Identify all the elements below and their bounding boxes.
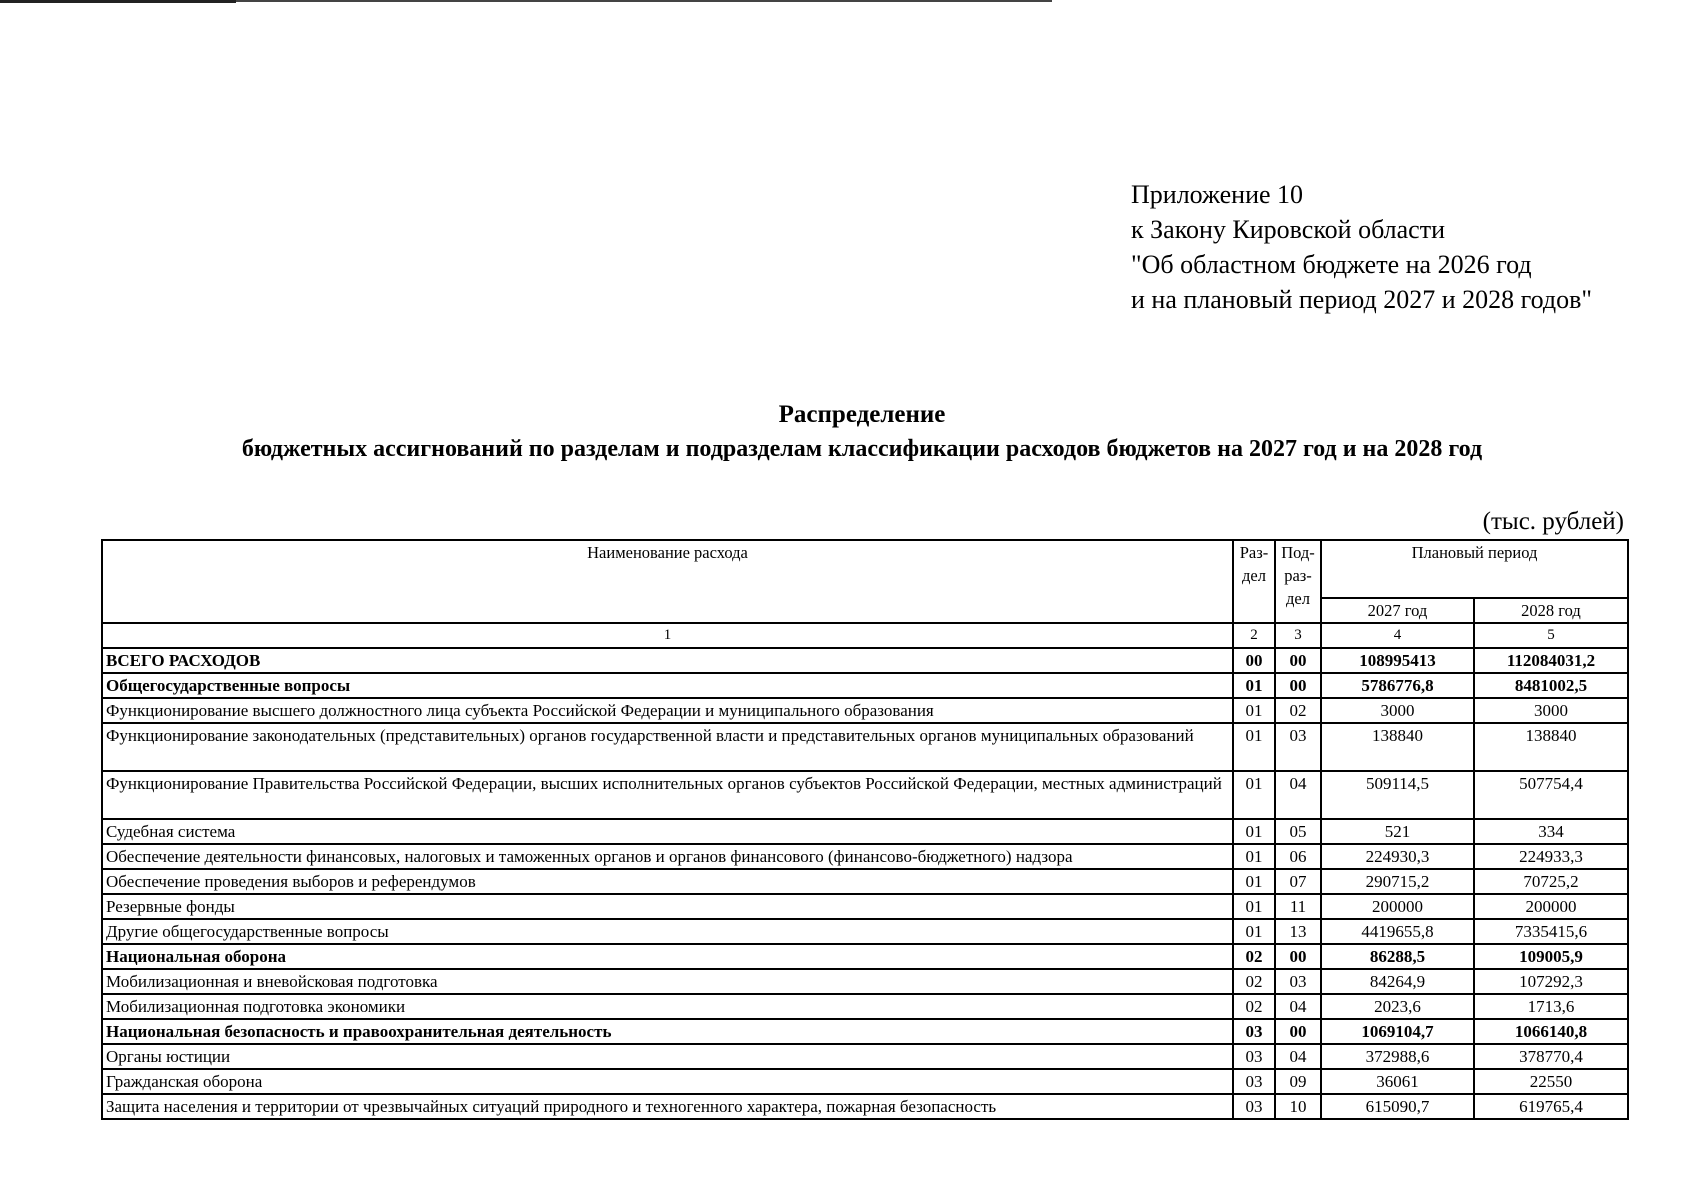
table-row bbox=[102, 894, 1628, 919]
row-amount-2027: 4419655,8 bbox=[1321, 919, 1474, 944]
row-section-code: 01 bbox=[1233, 673, 1275, 698]
row-amount-2028: 70725,2 bbox=[1474, 869, 1628, 894]
row-amount-2028: 224933,3 bbox=[1474, 844, 1628, 869]
row-subsection-code: 00 bbox=[1275, 1019, 1321, 1044]
row-subsection-code: 00 bbox=[1275, 648, 1321, 673]
row-amount-2028: 109005,9 bbox=[1474, 944, 1628, 969]
row-amount-2027: 290715,2 bbox=[1321, 869, 1474, 894]
row-name: Функционирование законодательных (представительных) органов государственной власти и представительных органов муниципальных образований bbox=[102, 723, 1233, 771]
row-amount-2028: 22550 bbox=[1474, 1069, 1628, 1094]
table-row bbox=[102, 944, 1628, 969]
table-row bbox=[102, 1044, 1628, 1069]
row-amount-2027: 2023,6 bbox=[1321, 994, 1474, 1019]
row-amount-2028: 7335415,6 bbox=[1474, 919, 1628, 944]
row-name: Национальная оборона bbox=[102, 944, 1233, 969]
row-amount-2027: 372988,6 bbox=[1321, 1044, 1474, 1069]
row-subsection-code: 10 bbox=[1275, 1094, 1321, 1119]
row-amount-2027: 1069104,7 bbox=[1321, 1019, 1474, 1044]
row-name: Судебная система bbox=[102, 819, 1233, 844]
row-subsection-code: 03 bbox=[1275, 969, 1321, 994]
row-name: Защита населения и территории от чрезвычайных ситуаций природного и техногенного характера, пожарная безопасность bbox=[102, 1094, 1233, 1119]
row-section-code: 01 bbox=[1233, 723, 1275, 771]
table-row bbox=[102, 648, 1628, 673]
row-section-code: 03 bbox=[1233, 1094, 1275, 1119]
row-subsection-code: 00 bbox=[1275, 673, 1321, 698]
row-amount-2028: 619765,4 bbox=[1474, 1094, 1628, 1119]
row-amount-2028: 378770,4 bbox=[1474, 1044, 1628, 1069]
row-subsection-code: 04 bbox=[1275, 994, 1321, 1019]
row-amount-2027: 509114,5 bbox=[1321, 771, 1474, 819]
row-name: ВСЕГО РАСХОДОВ bbox=[102, 648, 1233, 673]
column-index: 1 bbox=[102, 623, 1233, 648]
row-name: Обеспечение проведения выборов и референдумов bbox=[102, 869, 1233, 894]
column-index-row bbox=[102, 623, 1628, 648]
row-subsection-code: 07 bbox=[1275, 869, 1321, 894]
row-amount-2028: 1066140,8 bbox=[1474, 1019, 1628, 1044]
row-subsection-code: 06 bbox=[1275, 844, 1321, 869]
row-amount-2028: 200000 bbox=[1474, 894, 1628, 919]
header-section: Раз- дел bbox=[1233, 540, 1275, 623]
scan-edge-mark bbox=[0, 0, 236, 3]
table-row bbox=[102, 771, 1628, 819]
row-amount-2028: 112084031,2 bbox=[1474, 648, 1628, 673]
row-amount-2027: 138840 bbox=[1321, 723, 1474, 771]
row-name: Обеспечение деятельности финансовых, налоговых и таможенных органов и органов финансового (финансово-бюджетного) надзора bbox=[102, 844, 1233, 869]
row-section-code: 01 bbox=[1233, 894, 1275, 919]
row-amount-2027: 615090,7 bbox=[1321, 1094, 1474, 1119]
table-row bbox=[102, 994, 1628, 1019]
annex-line-4: и на плановый период 2027 и 2028 годов" bbox=[1131, 285, 1593, 314]
table-row bbox=[102, 1019, 1628, 1044]
row-section-code: 01 bbox=[1233, 771, 1275, 819]
row-name: Мобилизационная подготовка экономики bbox=[102, 994, 1233, 1019]
row-subsection-code: 04 bbox=[1275, 1044, 1321, 1069]
row-amount-2028: 334 bbox=[1474, 819, 1628, 844]
row-section-code: 03 bbox=[1233, 1069, 1275, 1094]
row-amount-2028: 1713,6 bbox=[1474, 994, 1628, 1019]
document-title: Распределение bbox=[778, 401, 946, 428]
row-section-code: 01 bbox=[1233, 919, 1275, 944]
table-row bbox=[102, 844, 1628, 869]
row-amount-2027: 5786776,8 bbox=[1321, 673, 1474, 698]
row-section-code: 02 bbox=[1233, 944, 1275, 969]
row-amount-2028: 138840 bbox=[1474, 723, 1628, 771]
annex-block bbox=[1131, 177, 1592, 317]
row-amount-2027: 521 bbox=[1321, 819, 1474, 844]
table-row bbox=[102, 698, 1628, 723]
row-amount-2027: 84264,9 bbox=[1321, 969, 1474, 994]
row-amount-2027: 86288,5 bbox=[1321, 944, 1474, 969]
row-subsection-code: 03 bbox=[1275, 723, 1321, 771]
annex-line-2: к Закону Кировской области bbox=[1131, 215, 1445, 244]
header-planned-period: Плановый период bbox=[1321, 540, 1628, 598]
row-name: Функционирование Правительства Российской Федерации, высших исполнительных органов субъектов Российской Федерации, местных администраций bbox=[102, 771, 1233, 819]
row-subsection-code: 05 bbox=[1275, 819, 1321, 844]
document-subtitle: бюджетных ассигнований по разделам и подразделам классификации расходов бюджетов на 2027 год и на 2028 год bbox=[241, 436, 1483, 462]
column-index: 2 bbox=[1233, 623, 1275, 648]
row-section-code: 03 bbox=[1233, 1019, 1275, 1044]
row-amount-2028: 107292,3 bbox=[1474, 969, 1628, 994]
row-name: Другие общегосударственные вопросы bbox=[102, 919, 1233, 944]
column-index: 4 bbox=[1321, 623, 1474, 648]
units-label: (тыс. рублей) bbox=[1482, 508, 1624, 535]
row-subsection-code: 04 bbox=[1275, 771, 1321, 819]
row-section-code: 03 bbox=[1233, 1044, 1275, 1069]
row-amount-2027: 108995413 bbox=[1321, 648, 1474, 673]
column-index: 3 bbox=[1275, 623, 1321, 648]
row-name: Гражданская оборона bbox=[102, 1069, 1233, 1094]
row-name: Национальная безопасность и правоохранительная деятельность bbox=[102, 1019, 1233, 1044]
row-section-code: 01 bbox=[1233, 844, 1275, 869]
row-amount-2027: 224930,3 bbox=[1321, 844, 1474, 869]
row-section-code: 00 bbox=[1233, 648, 1275, 673]
row-section-code: 02 bbox=[1233, 969, 1275, 994]
header-year-2027: 2027 год bbox=[1321, 598, 1474, 623]
table-row bbox=[102, 919, 1628, 944]
table-row bbox=[102, 819, 1628, 844]
row-amount-2027: 36061 bbox=[1321, 1069, 1474, 1094]
row-section-code: 01 bbox=[1233, 698, 1275, 723]
table-row bbox=[102, 1094, 1628, 1119]
annex-line-1: Приложение 10 bbox=[1131, 180, 1304, 209]
table-row bbox=[102, 869, 1628, 894]
table-row bbox=[102, 1069, 1628, 1094]
row-name: Общегосударственные вопросы bbox=[102, 673, 1233, 698]
row-amount-2028: 3000 bbox=[1474, 698, 1628, 723]
table-row bbox=[102, 673, 1628, 698]
budget-table bbox=[101, 539, 1629, 1120]
row-section-code: 01 bbox=[1233, 819, 1275, 844]
column-index: 5 bbox=[1474, 623, 1628, 648]
header-name: Наименование расхода bbox=[102, 540, 1233, 623]
row-amount-2028: 8481002,5 bbox=[1474, 673, 1628, 698]
table-row bbox=[102, 969, 1628, 994]
row-section-code: 02 bbox=[1233, 994, 1275, 1019]
annex-line-3: "Об областном бюджете на 2026 год bbox=[1131, 250, 1532, 279]
budget-rows bbox=[102, 648, 1628, 1119]
row-subsection-code: 13 bbox=[1275, 919, 1321, 944]
header-year-2028: 2028 год bbox=[1474, 598, 1628, 623]
row-name: Функционирование высшего должностного лица субъекта Российской Федерации и муниципального образования bbox=[102, 698, 1233, 723]
row-name: Мобилизационная и вневойсковая подготовка bbox=[102, 969, 1233, 994]
row-amount-2027: 3000 bbox=[1321, 698, 1474, 723]
row-subsection-code: 09 bbox=[1275, 1069, 1321, 1094]
row-name: Органы юстиции bbox=[102, 1044, 1233, 1069]
row-amount-2028: 507754,4 bbox=[1474, 771, 1628, 819]
header-subsection: Под- раз- дел bbox=[1275, 540, 1321, 623]
row-subsection-code: 02 bbox=[1275, 698, 1321, 723]
row-subsection-code: 11 bbox=[1275, 894, 1321, 919]
row-name: Резервные фонды bbox=[102, 894, 1233, 919]
row-subsection-code: 00 bbox=[1275, 944, 1321, 969]
table-row bbox=[102, 723, 1628, 771]
row-amount-2027: 200000 bbox=[1321, 894, 1474, 919]
row-section-code: 01 bbox=[1233, 869, 1275, 894]
